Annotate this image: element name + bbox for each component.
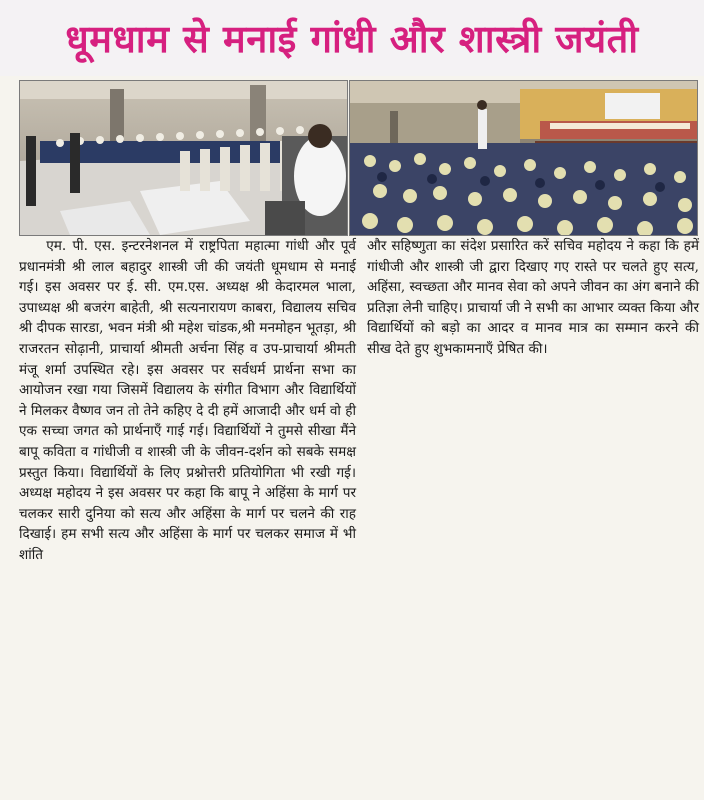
article-body-left: एम. पी. एस. इन्टरनेशनल में राष्ट्रपिता महात्मा गांधी और पूर्व प्रधानमंत्री श्री लाल बहादुर शास्त्री जी की जयंती धूमधाम से मनाई गई। इस अवसर पर ई. सी. एम.एस. अध्यक्ष श्री केदारमल भाला, उपाध्यक्ष श्री बजरंग बाहेती, श्री सत्यनारायण काबरा, विद्यालय सचिव श्री दीपक सारडा, भवन मंत्री श्री महेश चांडक,श्री मनमोहन भूतड़ा, श्री राजरतन सोढ़ानी, प्राचार्या श्रीमती अर्चना सिंह व उप-प्राचार्या श्रीमती मंजू शर्मा उपस्थित रहे। इस अवसर पर सर्वधर्म प्रार्थना सभा का आयोजन रखा गया जिसमें विद्यालय के संगीत विभाग और विद्यार्थियों ने मिलकर वैष्णव जन तो तेने कहिए दे दी हमें आजादी और धर्म वो ही एक सच्चा जगत को प्रार्थनाएँ गाई गई। विद्यार्थियों ने तुमसे सीखा मैंने बापू कविता व गांधीजी व शास्त्री जी के जीवन-दर्शन को सबके समक्ष प्रस्तुत किया। विद्यार्थियों के लिए प्रश्नोत्तरी प्रतियोगिता भी रखी गई। अध्यक्ष महोदय ने इस अवसर पर कहा कि बापू ने अहिंसा के मार्ग पर चलकर सारी दुनिया को सत्य और अहिंसा के मार्ग पर चलने की राह दिखाई। हम सभी सत्य और अहिंसा के मार्ग पर चलकर समाज में भी शांति	[19, 238, 356, 563]
event-photo-auditorium	[349, 80, 698, 236]
event-photo-assembly	[19, 80, 348, 236]
article-column-left	[19, 236, 356, 566]
article-body-right: और सहिष्णुता का संदेश प्रसारित करें सचिव महोदय ने कहा कि हमें गांधीजी और शास्त्री जी द्वारा दिखाए गए रास्ते पर चलते हुए सत्य, अहिंसा, स्वच्छता और मानव सेवा को अपने जीवन का अंग बनाने की प्रतिज्ञा लेनी चाहिए। प्राचार्या जी ने सभी का आभार व्यक्त किया और विद्यार्थियों को बड़ो का आदर व मानव मात्र का सम्मान करने की सीख देते हुए शुभकामनाएँ प्रेषित की।	[367, 238, 699, 357]
assembly-photo-illustration	[20, 81, 347, 235]
headline: धूमधाम से मनाई गांधी और शास्त्री जयंती	[0, 0, 704, 76]
auditorium-photo-illustration	[350, 81, 697, 235]
article-column-right	[367, 236, 699, 360]
